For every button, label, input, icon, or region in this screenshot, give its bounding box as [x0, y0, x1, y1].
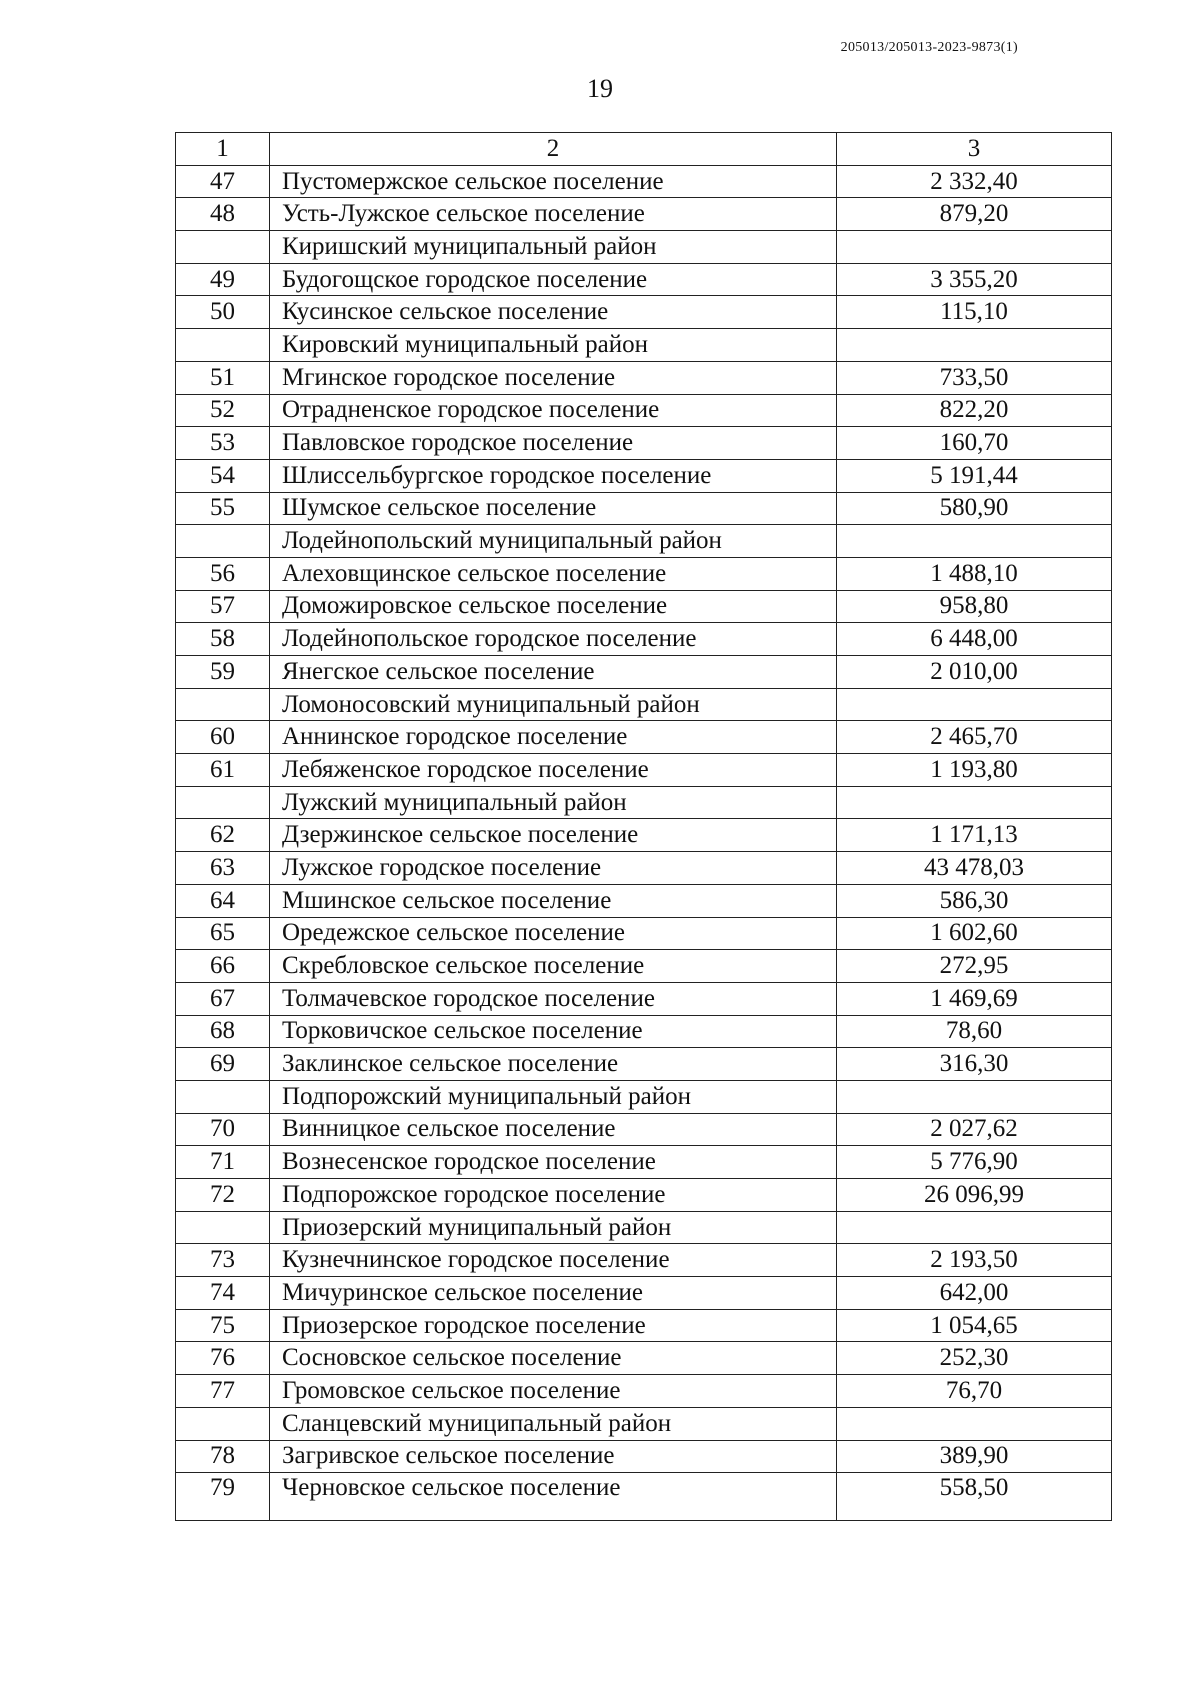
settlement-name-cell: Приозерское городское поселение — [270, 1309, 837, 1342]
value-cell — [837, 525, 1112, 558]
table-row — [176, 721, 1112, 754]
row-number-cell: 71 — [176, 1146, 270, 1179]
value-cell: 78,60 — [837, 1015, 1112, 1048]
value-cell — [837, 1080, 1112, 1113]
value-cell: 252,30 — [837, 1342, 1112, 1375]
row-number-cell: 75 — [176, 1309, 270, 1342]
district-name-cell: Подпорожский муниципальный район — [270, 1080, 837, 1113]
value-cell: 76,70 — [837, 1375, 1112, 1408]
value-cell: 1 469,69 — [837, 982, 1112, 1015]
settlement-name-cell: Сосновское сельское поселение — [270, 1342, 837, 1375]
value-cell: 5 191,44 — [837, 459, 1112, 492]
value-cell: 160,70 — [837, 427, 1112, 460]
value-cell — [837, 1407, 1112, 1440]
row-number-cell: 63 — [176, 852, 270, 885]
table-row — [176, 590, 1112, 623]
settlement-name-cell: Подпорожское городское поселение — [270, 1179, 837, 1212]
settlement-name-cell: Мичуринское сельское поселение — [270, 1277, 837, 1310]
settlement-name-cell: Оредежское сельское поселение — [270, 917, 837, 950]
district-header-row — [176, 688, 1112, 721]
value-cell: 389,90 — [837, 1440, 1112, 1473]
row-number-cell: 68 — [176, 1015, 270, 1048]
value-cell: 26 096,99 — [837, 1179, 1112, 1212]
value-cell — [837, 231, 1112, 264]
district-name-cell: Лодейнопольский муниципальный район — [270, 525, 837, 558]
row-number-cell: 65 — [176, 917, 270, 950]
settlement-name-cell: Янегское сельское поселение — [270, 656, 837, 689]
table-row — [176, 198, 1112, 231]
settlement-name-cell: Заклинское сельское поселение — [270, 1048, 837, 1081]
table-row — [176, 1146, 1112, 1179]
table-row — [176, 361, 1112, 394]
table-row — [176, 427, 1112, 460]
table-header-row — [176, 133, 1112, 166]
district-name-cell: Лужский муниципальный район — [270, 786, 837, 819]
row-number-cell: 69 — [176, 1048, 270, 1081]
row-number-cell: 48 — [176, 198, 270, 231]
district-header-row — [176, 231, 1112, 264]
row-number-cell: 57 — [176, 590, 270, 623]
row-number-cell: 76 — [176, 1342, 270, 1375]
settlements-table — [175, 132, 1112, 1521]
settlement-name-cell: Громовское сельское поселение — [270, 1375, 837, 1408]
table-row — [176, 1473, 1112, 1521]
value-cell: 958,80 — [837, 590, 1112, 623]
value-cell: 272,95 — [837, 950, 1112, 983]
table-row — [176, 819, 1112, 852]
row-number-cell: 72 — [176, 1179, 270, 1212]
value-cell: 733,50 — [837, 361, 1112, 394]
value-cell: 580,90 — [837, 492, 1112, 525]
settlement-name-cell: Кузнечнинское городское поселение — [270, 1244, 837, 1277]
settlement-name-cell: Толмачевское городское поселение — [270, 982, 837, 1015]
row-number-cell: 55 — [176, 492, 270, 525]
table-row — [176, 492, 1112, 525]
table-row — [176, 884, 1112, 917]
value-cell: 5 776,90 — [837, 1146, 1112, 1179]
value-cell: 2 465,70 — [837, 721, 1112, 754]
district-name-cell: Сланцевский муниципальный район — [270, 1407, 837, 1440]
district-name-cell: Кировский муниципальный район — [270, 329, 837, 362]
district-header-row — [176, 786, 1112, 819]
column-header-1: 1 — [176, 133, 270, 166]
column-header-3: 3 — [837, 133, 1112, 166]
table-row — [176, 263, 1112, 296]
district-header-row — [176, 1211, 1112, 1244]
table-row — [176, 1309, 1112, 1342]
value-cell: 1 488,10 — [837, 557, 1112, 590]
settlement-name-cell: Аннинское городское поселение — [270, 721, 837, 754]
value-cell: 316,30 — [837, 1048, 1112, 1081]
settlement-name-cell: Шлиссельбургское городское поселение — [270, 459, 837, 492]
table-row — [176, 852, 1112, 885]
table-row — [176, 1015, 1112, 1048]
row-number-cell: 54 — [176, 459, 270, 492]
value-cell: 586,30 — [837, 884, 1112, 917]
table-row — [176, 557, 1112, 590]
row-number-cell — [176, 1407, 270, 1440]
value-cell: 43 478,03 — [837, 852, 1112, 885]
value-cell — [837, 688, 1112, 721]
row-number-cell: 51 — [176, 361, 270, 394]
value-cell: 1 054,65 — [837, 1309, 1112, 1342]
value-cell: 2 027,62 — [837, 1113, 1112, 1146]
settlement-name-cell: Павловское городское поселение — [270, 427, 837, 460]
table-row — [176, 165, 1112, 198]
settlement-name-cell: Усть-Лужское сельское поселение — [270, 198, 837, 231]
settlement-name-cell: Лодейнопольское городское поселение — [270, 623, 837, 656]
row-number-cell: 56 — [176, 557, 270, 590]
row-number-cell: 79 — [176, 1473, 270, 1521]
settlement-name-cell: Винницкое сельское поселение — [270, 1113, 837, 1146]
settlement-name-cell: Дзержинское сельское поселение — [270, 819, 837, 852]
settlement-name-cell: Вознесенское городское поселение — [270, 1146, 837, 1179]
table-row — [176, 1342, 1112, 1375]
settlement-name-cell: Будогощское городское поселение — [270, 263, 837, 296]
district-name-cell: Ломоносовский муниципальный район — [270, 688, 837, 721]
row-number-cell: 74 — [176, 1277, 270, 1310]
table-row — [176, 1440, 1112, 1473]
table-row — [176, 1375, 1112, 1408]
value-cell: 115,10 — [837, 296, 1112, 329]
settlement-name-cell: Скребловское сельское поселение — [270, 950, 837, 983]
settlement-name-cell: Лебяженское городское поселение — [270, 754, 837, 787]
table-row — [176, 1244, 1112, 1277]
row-number-cell: 70 — [176, 1113, 270, 1146]
row-number-cell — [176, 786, 270, 819]
row-number-cell: 49 — [176, 263, 270, 296]
row-number-cell: 47 — [176, 165, 270, 198]
table-row — [176, 754, 1112, 787]
table-row — [176, 1277, 1112, 1310]
settlement-name-cell: Торковичское сельское поселение — [270, 1015, 837, 1048]
row-number-cell — [176, 688, 270, 721]
row-number-cell: 59 — [176, 656, 270, 689]
table-row — [176, 982, 1112, 1015]
settlement-name-cell: Доможировское сельское поселение — [270, 590, 837, 623]
settlement-name-cell: Лужское городское поселение — [270, 852, 837, 885]
district-header-row — [176, 1080, 1112, 1113]
row-number-cell — [176, 329, 270, 362]
table-row — [176, 623, 1112, 656]
row-number-cell: 64 — [176, 884, 270, 917]
value-cell: 1 171,13 — [837, 819, 1112, 852]
row-number-cell: 78 — [176, 1440, 270, 1473]
row-number-cell: 52 — [176, 394, 270, 427]
row-number-cell: 77 — [176, 1375, 270, 1408]
value-cell: 879,20 — [837, 198, 1112, 231]
district-header-row — [176, 525, 1112, 558]
value-cell — [837, 1211, 1112, 1244]
row-number-cell: 58 — [176, 623, 270, 656]
value-cell: 2 193,50 — [837, 1244, 1112, 1277]
row-number-cell: 73 — [176, 1244, 270, 1277]
row-number-cell: 62 — [176, 819, 270, 852]
table-row — [176, 459, 1112, 492]
settlement-name-cell: Загривское сельское поселение — [270, 1440, 837, 1473]
table-row — [176, 394, 1112, 427]
table-row — [176, 950, 1112, 983]
settlement-name-cell: Шумское сельское поселение — [270, 492, 837, 525]
page-number: 19 — [587, 74, 613, 103]
settlement-name-cell: Алеховщинское сельское поселение — [270, 557, 837, 590]
settlement-name-cell: Мгинское городское поселение — [270, 361, 837, 394]
table-row — [176, 1048, 1112, 1081]
value-cell: 822,20 — [837, 394, 1112, 427]
value-cell: 3 355,20 — [837, 263, 1112, 296]
table-body — [176, 133, 1112, 1521]
table-row — [176, 917, 1112, 950]
table-row — [176, 656, 1112, 689]
value-cell: 1 602,60 — [837, 917, 1112, 950]
row-number-cell: 60 — [176, 721, 270, 754]
settlement-name-cell: Мшинское сельское поселение — [270, 884, 837, 917]
row-number-cell: 61 — [176, 754, 270, 787]
document-id: 205013/205013-2023-9873(1) — [840, 40, 1018, 55]
row-number-cell — [176, 1080, 270, 1113]
value-cell: 642,00 — [837, 1277, 1112, 1310]
district-header-row — [176, 1407, 1112, 1440]
value-cell: 1 193,80 — [837, 754, 1112, 787]
column-header-2: 2 — [270, 133, 837, 166]
settlement-name-cell: Кусинское сельское поселение — [270, 296, 837, 329]
district-name-cell: Киришский муниципальный район — [270, 231, 837, 264]
settlement-name-cell: Черновское сельское поселение — [270, 1473, 837, 1521]
row-number-cell: 66 — [176, 950, 270, 983]
table-row — [176, 1179, 1112, 1212]
table-row — [176, 1113, 1112, 1146]
district-name-cell: Приозерский муниципальный район — [270, 1211, 837, 1244]
row-number-cell: 53 — [176, 427, 270, 460]
row-number-cell: 50 — [176, 296, 270, 329]
value-cell — [837, 786, 1112, 819]
value-cell: 2 332,40 — [837, 165, 1112, 198]
value-cell: 6 448,00 — [837, 623, 1112, 656]
row-number-cell — [176, 525, 270, 558]
row-number-cell — [176, 1211, 270, 1244]
table-row — [176, 296, 1112, 329]
value-cell — [837, 329, 1112, 362]
row-number-cell: 67 — [176, 982, 270, 1015]
settlement-name-cell: Отрадненское городское поселение — [270, 394, 837, 427]
settlement-name-cell: Пустомержское сельское поселение — [270, 165, 837, 198]
district-header-row — [176, 329, 1112, 362]
value-cell: 2 010,00 — [837, 656, 1112, 689]
row-number-cell — [176, 231, 270, 264]
value-cell: 558,50 — [837, 1473, 1112, 1521]
